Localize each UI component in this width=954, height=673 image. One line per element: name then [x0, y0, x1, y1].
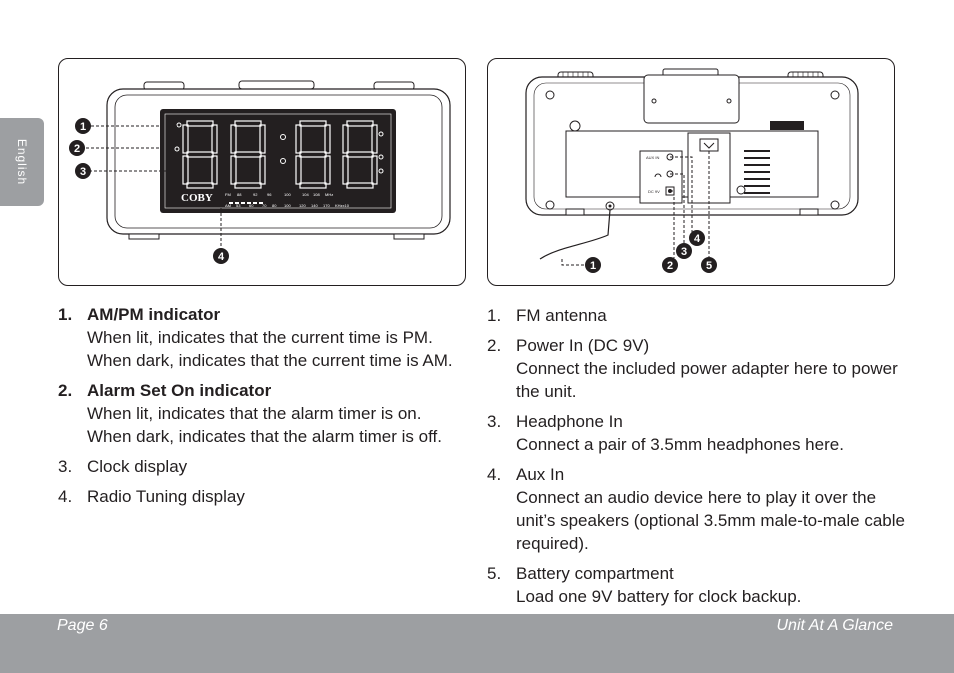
item-title: Aux In — [516, 465, 565, 484]
list-item — [487, 410, 907, 456]
list-item — [58, 455, 468, 478]
front-feature-list — [58, 303, 468, 515]
item-number: 3. — [58, 457, 73, 476]
am-tick: 80 — [272, 203, 277, 208]
section-title: Unit At A Glance — [776, 617, 893, 634]
back-view-illustration — [487, 58, 895, 286]
am-tick: 120 — [299, 203, 306, 208]
clock-front-drawing — [59, 59, 465, 285]
am-unit: KHzx10 — [335, 203, 350, 208]
am-tick: 140 — [311, 203, 318, 208]
page-number: Page 6 — [57, 617, 108, 634]
am-label: AM — [225, 203, 231, 208]
language-tab — [0, 118, 44, 206]
language-tab-label: English — [15, 138, 29, 186]
item-number: 4. — [487, 465, 502, 484]
list-item — [487, 463, 907, 555]
fm-tick: 96 — [267, 192, 272, 197]
am-tick: 53 — [236, 203, 241, 208]
callout-number: 1 — [79, 121, 87, 133]
item-number: 2. — [58, 381, 73, 400]
aux-in-label: AUX IN — [646, 155, 660, 160]
callout-number: 3 — [680, 246, 688, 258]
item-title: Battery compartment — [516, 564, 674, 583]
callout-number: 2 — [666, 260, 674, 272]
list-item — [487, 334, 907, 403]
fm-tick: 100 — [284, 192, 291, 197]
item-description: Connect a pair of 3.5mm headphones here. — [516, 435, 844, 454]
list-item — [58, 379, 468, 448]
fm-tick: 88 — [237, 192, 242, 197]
item-title: Headphone In — [516, 412, 623, 431]
item-title: Power In (DC 9V) — [516, 336, 650, 355]
item-number: 1. — [487, 306, 502, 325]
item-number: 1. — [58, 305, 73, 324]
item-title: FM antenna — [516, 306, 607, 325]
callout-number: 1 — [589, 260, 597, 272]
item-description: When lit, indicates that the current time is PM. When dark, indicates that the current time is AM. — [87, 328, 453, 370]
list-item — [487, 562, 907, 608]
front-view-illustration — [58, 58, 466, 286]
list-item — [487, 304, 907, 327]
am-tick: 170 — [323, 203, 330, 208]
item-description: When lit, indicates that the alarm timer is on. When dark, indicates that the alarm timer is off. — [87, 404, 442, 446]
fm-unit: MHz — [325, 192, 334, 197]
am-tick: 70 — [262, 203, 267, 208]
callout-number: 3 — [79, 166, 87, 178]
callout-number: 5 — [705, 260, 713, 272]
fm-tick: 104 — [302, 192, 309, 197]
list-item — [58, 485, 468, 508]
am-tick: 60 — [249, 203, 254, 208]
item-number: 3. — [487, 412, 502, 431]
dc-in-label: DC 9V — [648, 189, 660, 194]
fm-tick: 92 — [253, 192, 258, 197]
callout-number: 2 — [73, 143, 81, 155]
item-title: Radio Tuning display — [87, 487, 245, 506]
item-title: AM/PM indicator — [87, 305, 221, 324]
fm-label: FM — [225, 192, 231, 197]
callout-number: 4 — [217, 251, 225, 263]
item-number: 2. — [487, 336, 502, 355]
list-item — [58, 303, 468, 372]
item-title: Alarm Set On indicator — [87, 381, 272, 400]
item-description: Connect the included power adapter here to power the unit. — [516, 359, 898, 401]
item-number: 4. — [58, 487, 73, 506]
item-title: Clock display — [87, 457, 188, 476]
item-description: Connect an audio device here to play it over the unit’s speakers (optional 3.5mm male-to-male cable required). — [516, 488, 905, 553]
back-feature-list — [487, 304, 907, 615]
item-description: Load one 9V battery for clock backup. — [516, 587, 802, 606]
am-tick: 100 — [284, 203, 291, 208]
brand-logo: COBY — [181, 192, 213, 204]
item-number: 5. — [487, 564, 502, 583]
page-footer — [0, 614, 954, 673]
callout-number: 4 — [693, 233, 701, 245]
clock-back-drawing — [488, 59, 894, 285]
fm-tick: 108 — [313, 192, 320, 197]
